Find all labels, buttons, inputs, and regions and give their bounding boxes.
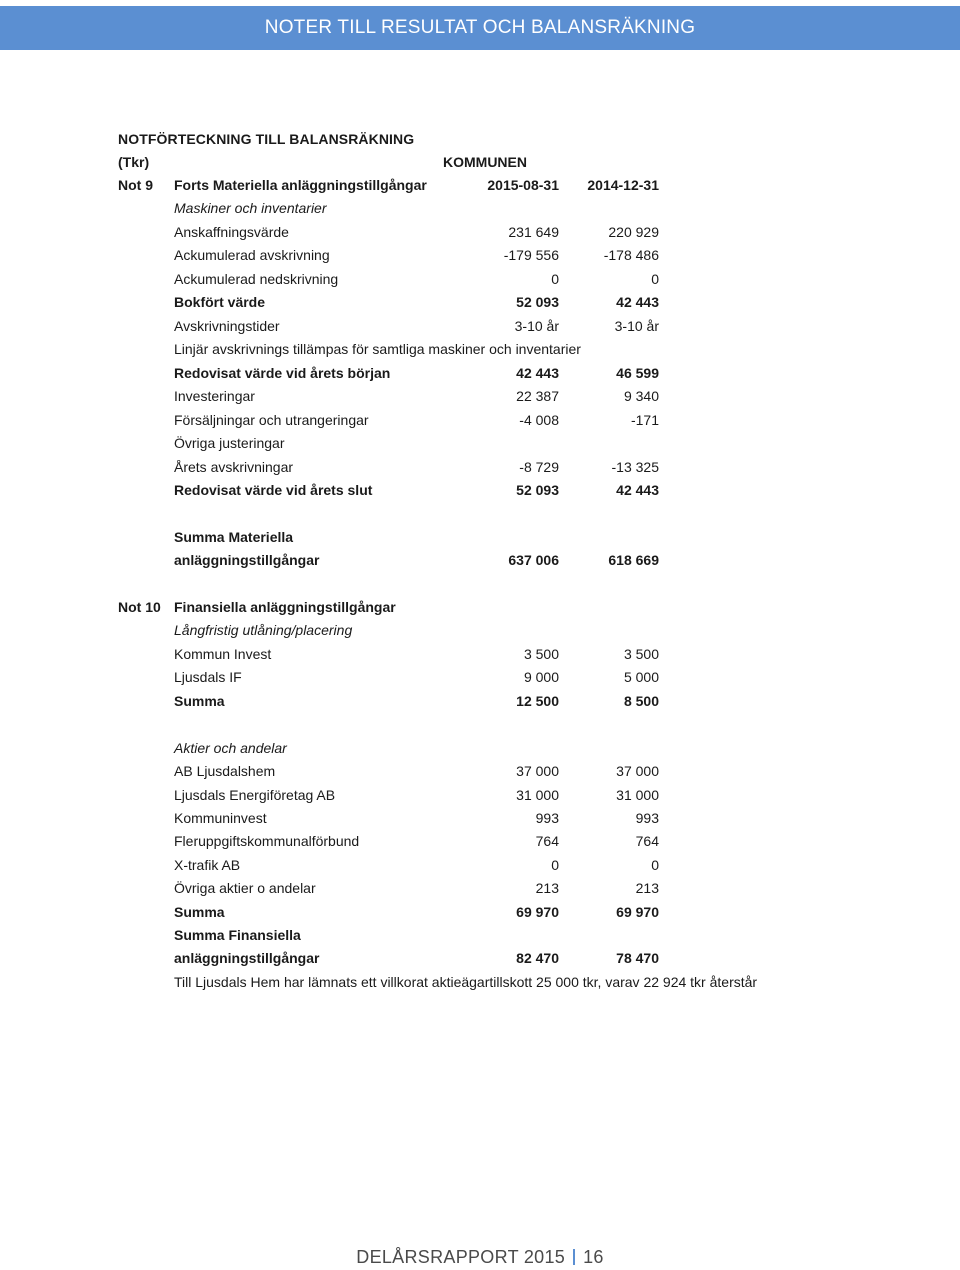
page-footer (0, 1247, 960, 1268)
row-label: Långfristig utlåning/placering (174, 622, 353, 638)
table-row (0, 763, 960, 783)
row-value-2014: 0 (651, 271, 659, 287)
table-row (0, 365, 960, 385)
table-row (0, 740, 960, 760)
row-value-2015: 213 (535, 880, 559, 896)
entity-label: KOMMUNEN (443, 154, 527, 170)
row-value-2015: 764 (535, 833, 559, 849)
table-row (0, 950, 960, 970)
row-label: Linjär avskrivnings tillämpas för samtliga maskiner och inventarier (174, 341, 581, 357)
row-value-2014: -171 (630, 412, 659, 428)
row-note: Not 10 (118, 599, 161, 615)
row-value-2014: 0 (651, 857, 659, 873)
row-label: Forts Materiella anläggningstillgångar (174, 177, 427, 193)
row-label: anläggningstillgångar (174, 552, 320, 568)
section-title: NOTFÖRTECKNING TILL BALANSRÄKNING (118, 131, 415, 147)
table-row (0, 388, 960, 408)
row-value-2015: 52 093 (516, 482, 559, 498)
row-value-2014: 37 000 (616, 763, 659, 779)
header-banner (0, 6, 960, 50)
page-header-title: NOTER TILL RESULTAT OCH BALANSRÄKNING (264, 17, 696, 38)
row-value-2015: 0 (551, 271, 559, 287)
row-label: Investeringar (174, 388, 255, 404)
row-value-2014: 78 470 (616, 950, 659, 966)
row-value-2015: 3 500 (523, 646, 559, 662)
table-row (0, 224, 960, 244)
table-row (0, 341, 960, 361)
table-row (0, 693, 960, 713)
row-label: Redovisat värde vid årets början (174, 365, 391, 381)
row-label: Ljusdals Energiföretag AB (174, 787, 336, 803)
table-row (0, 599, 960, 619)
table-row (0, 974, 960, 994)
row-value-2014: 764 (635, 833, 659, 849)
row-value-2015: -179 556 (503, 247, 559, 263)
row-value-2014: 42 443 (616, 294, 659, 310)
table-row (0, 482, 960, 502)
row-value-2015: 69 970 (516, 904, 559, 920)
row-value-2014: 8 500 (623, 693, 659, 709)
row-value-2014: 42 443 (616, 482, 659, 498)
table-row (0, 529, 960, 549)
row-value-2014: 993 (635, 810, 659, 826)
row-value-2015: 12 500 (516, 693, 559, 709)
row-label: Maskiner och inventarier (174, 200, 327, 216)
row-label: Redovisat värde vid årets slut (174, 482, 373, 498)
footer-report-name: DELÅRSRAPPORT 2015 (356, 1247, 566, 1267)
table-row (0, 646, 960, 666)
row-label: Till Ljusdals Hem har lämnats ett villkorat aktieägartillskott 25 000 tkr, varav 22 924 tkr återstår (174, 974, 758, 990)
row-label: Avskrivningstider (174, 318, 280, 334)
row-label: Kommuninvest (174, 810, 267, 826)
row-value-2014: 5 000 (623, 669, 659, 685)
row-label: Ljusdals IF (174, 669, 242, 685)
table-row (0, 669, 960, 689)
row-note: Not 9 (118, 177, 153, 193)
table-row (0, 271, 960, 291)
table-row (0, 833, 960, 853)
table-row (0, 435, 960, 455)
table-row (0, 412, 960, 432)
row-value-2015: 52 093 (516, 294, 559, 310)
table-row (0, 177, 960, 197)
row-value-2014: 220 929 (608, 224, 659, 240)
row-label: Ackumulerad avskrivning (174, 247, 330, 263)
row-value-2015: 37 000 (516, 763, 559, 779)
row-value-2014: 31 000 (616, 787, 659, 803)
row-label: Kommun Invest (174, 646, 272, 662)
table-row (0, 880, 960, 900)
row-label: Anskaffningsvärde (174, 224, 289, 240)
row-value-2014: 3-10 år (614, 318, 659, 334)
row-value-2014: 46 599 (616, 365, 659, 381)
row-value-2015: -8 729 (519, 459, 559, 475)
row-label: Ackumulerad nedskrivning (174, 271, 339, 287)
row-value-2015: 3-10 år (514, 318, 559, 334)
row-label: Summa Finansiella (174, 927, 301, 943)
row-value-2015: 231 649 (508, 224, 559, 240)
table-row (0, 857, 960, 877)
row-label: Årets avskrivningar (174, 459, 294, 475)
row-value-2015: 2015-08-31 (487, 177, 559, 193)
table-row (0, 810, 960, 830)
footer-page-number: 16 (583, 1247, 604, 1267)
table-row (0, 622, 960, 642)
row-label: Summa (174, 693, 225, 709)
table-row (0, 927, 960, 947)
row-label: AB Ljusdalshem (174, 763, 276, 779)
row-value-2014: 9 340 (623, 388, 659, 404)
row-value-2015: 993 (535, 810, 559, 826)
row-label: Aktier och andelar (174, 740, 287, 756)
row-label: X-trafik AB (174, 857, 241, 873)
row-value-2014: -178 486 (603, 247, 659, 263)
row-label: anläggningstillgångar (174, 950, 320, 966)
row-label: Övriga justeringar (174, 435, 285, 451)
row-value-2014: 2014-12-31 (587, 177, 659, 193)
footer-separator (573, 1249, 575, 1265)
table-row (0, 904, 960, 924)
table-row (0, 552, 960, 572)
row-value-2014: 3 500 (623, 646, 659, 662)
row-value-2015: 9 000 (523, 669, 559, 685)
table-row (0, 318, 960, 338)
table-row (0, 294, 960, 314)
row-label: Summa Materiella (174, 529, 294, 545)
row-label: Bokfört värde (174, 294, 266, 310)
row-value-2015: 637 006 (508, 552, 559, 568)
row-value-2014: -13 325 (611, 459, 659, 475)
row-label: Övriga aktier o andelar (174, 880, 316, 896)
unit-label: (Tkr) (118, 154, 150, 170)
table-row (0, 787, 960, 807)
row-value-2014: 618 669 (608, 552, 659, 568)
table-row (0, 459, 960, 479)
row-value-2014: 213 (635, 880, 659, 896)
row-value-2015: 82 470 (516, 950, 559, 966)
row-label: Fleruppgiftskommunalförbund (174, 833, 360, 849)
row-value-2015: 22 387 (516, 388, 559, 404)
row-label: Försäljningar och utrangeringar (174, 412, 369, 428)
row-value-2014: 69 970 (616, 904, 659, 920)
table-row (0, 247, 960, 267)
row-value-2015: 0 (551, 857, 559, 873)
row-value-2015: -4 008 (519, 412, 559, 428)
row-value-2015: 31 000 (516, 787, 559, 803)
row-label: Finansiella anläggningstillgångar (174, 599, 396, 615)
row-label: Summa (174, 904, 225, 920)
row-value-2015: 42 443 (516, 365, 559, 381)
table-row (0, 200, 960, 220)
